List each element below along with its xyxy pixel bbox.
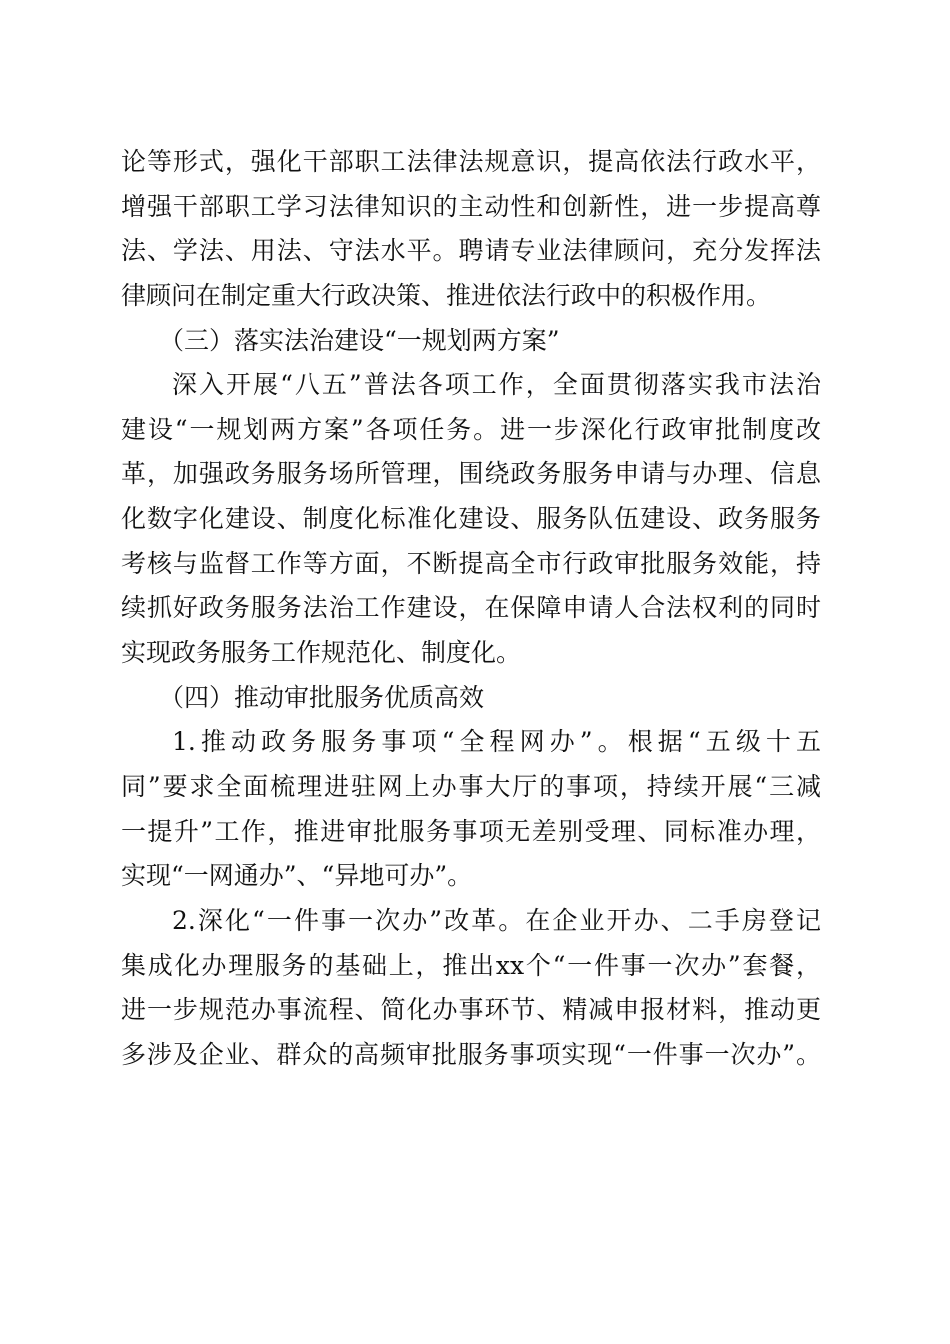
text-line: 建设“一规划两方案”各项任务。进一步深化行政审批制度改 [121,414,821,444]
text-line: 进一步规范办事流程、简化办事环节、精减申报材料，推动更 [121,995,821,1025]
text-line: 一提升”工作，推进审批服务事项无差别受理、同标准办理， [121,816,821,846]
section-heading-4: （四）推动审批服务优质高效 [159,682,485,712]
text-line: 集成化办理服务的基础上，推出xx个“一件事一次办”套餐， [121,950,821,980]
text-line: 1.推动政务服务事项“全程网办”。根据“五级十五 [172,727,821,757]
text-line: 律顾问在制定重大行政决策、推进依法行政中的积极作用。 [121,280,772,310]
text-line: 多涉及企业、群众的高频审批服务事项实现“一件事一次办”。 [121,1039,821,1069]
section-heading-3: （三）落实法治建设“一规划两方案” [159,325,560,355]
text-line: 同”要求全面梳理进驻网上办事大厅的事项，持续开展“三减 [121,771,821,801]
paragraph-one-thing-once [121,899,821,1078]
paragraph-legal-awareness [121,140,821,319]
text-line: 深入开展“八五”普法各项工作，全面贯彻落实我市法治 [172,370,821,400]
text-line: 法、学法、用法、守法水平。聘请专业法律顾问，充分发挥法 [121,236,821,266]
text-line: 化数字化建设、制度化标准化建设、服务队伍建设、政务服务 [121,504,821,534]
text-line: 增强干部职工学习法律知识的主动性和创新性，进一步提高尊 [121,191,821,221]
paragraph-rule-of-law-plan [121,363,821,675]
text-line: 续抓好政务服务法治工作建设，在保障申请人合法权利的同时 [121,593,821,623]
document-body [121,140,821,1077]
text-line: 实现“一网通办”、“异地可办”。 [121,861,473,891]
text-line: 2.深化“一件事一次办”改革。在企业开办、二手房登记 [172,905,821,935]
paragraph-online-service [121,720,821,899]
text-line: 考核与监督工作等方面，不断提高全市行政审批服务效能，持 [121,548,821,578]
text-line: 实现政务服务工作规范化、制度化。 [121,638,522,668]
text-line: 革，加强政务服务场所管理，围绕政务服务申请与办理、信息 [121,459,821,489]
text-line: 论等形式，强化干部职工法律法规意识，提高依法行政水平， [121,147,821,176]
